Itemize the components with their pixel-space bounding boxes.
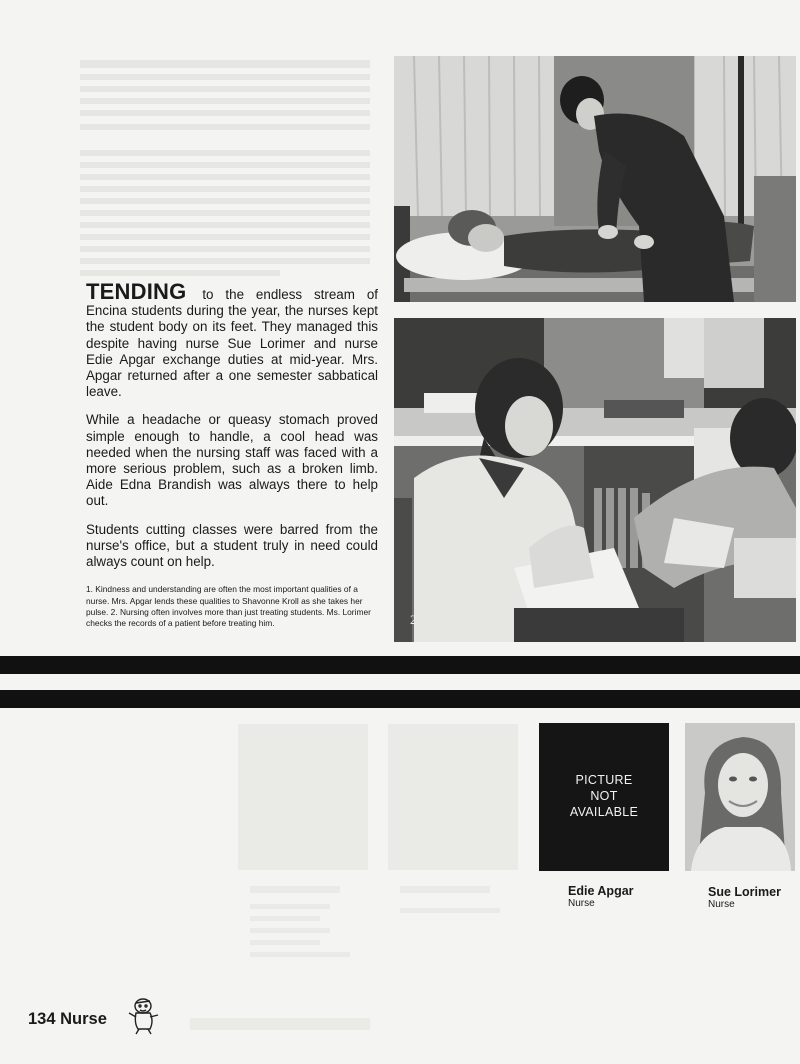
photo-caption: 1. Kindness and understanding are often the most important qualities of a nurse. Mrs. Apgar lends these qualities to Shavonne Kroll as she takes her pulse. 2. Nursing often involves more than just treating students. Ms. Lorimer checks the records of a patient before treating him. xyxy=(86,584,371,629)
article xyxy=(86,279,378,629)
article-paragraph: Students cutting classes were barred from the nurse's office, but a student truly in need could always count on help. xyxy=(86,521,378,570)
photo-nurse-checking-records xyxy=(394,318,796,642)
article-paragraph: While a headache or queasy stomach proved simple enough to handle, a cool head was needed when the nursing staff was faced with a more serious problem, such as a broken limb. Aide Edna Brandish was always there to help out. xyxy=(86,412,378,509)
staff-name: Edie Apgar xyxy=(568,884,634,898)
staff-role: Nurse xyxy=(568,898,595,909)
portrait-photo xyxy=(685,723,795,871)
mascot-cartoon-icon xyxy=(126,995,162,1035)
article-headline: TENDING xyxy=(86,279,187,304)
picture-not-available-label: PICTURE NOT AVAILABLE xyxy=(569,773,639,819)
photo-number: 2 xyxy=(410,612,417,627)
portrait-placeholder xyxy=(539,723,669,871)
article-lead-text: to the endless stream of Encina students during the year, the nurses kept the student body on its feet. They managed this despite having nurse Sue Lorimer and nurse Edie Apgar exchange duties at mid-year. Mrs. Apgar returned after a one semester sabbatical leave. xyxy=(86,287,378,400)
staff-name: Sue Lorimer xyxy=(708,885,781,899)
divider-bar xyxy=(0,690,800,708)
photo-nurse-taking-pulse xyxy=(394,56,796,302)
staff-role: Nurse xyxy=(708,899,735,910)
page-folio: 134 Nurse xyxy=(28,1010,107,1028)
divider-bar xyxy=(0,656,800,674)
article-lead xyxy=(86,279,378,400)
